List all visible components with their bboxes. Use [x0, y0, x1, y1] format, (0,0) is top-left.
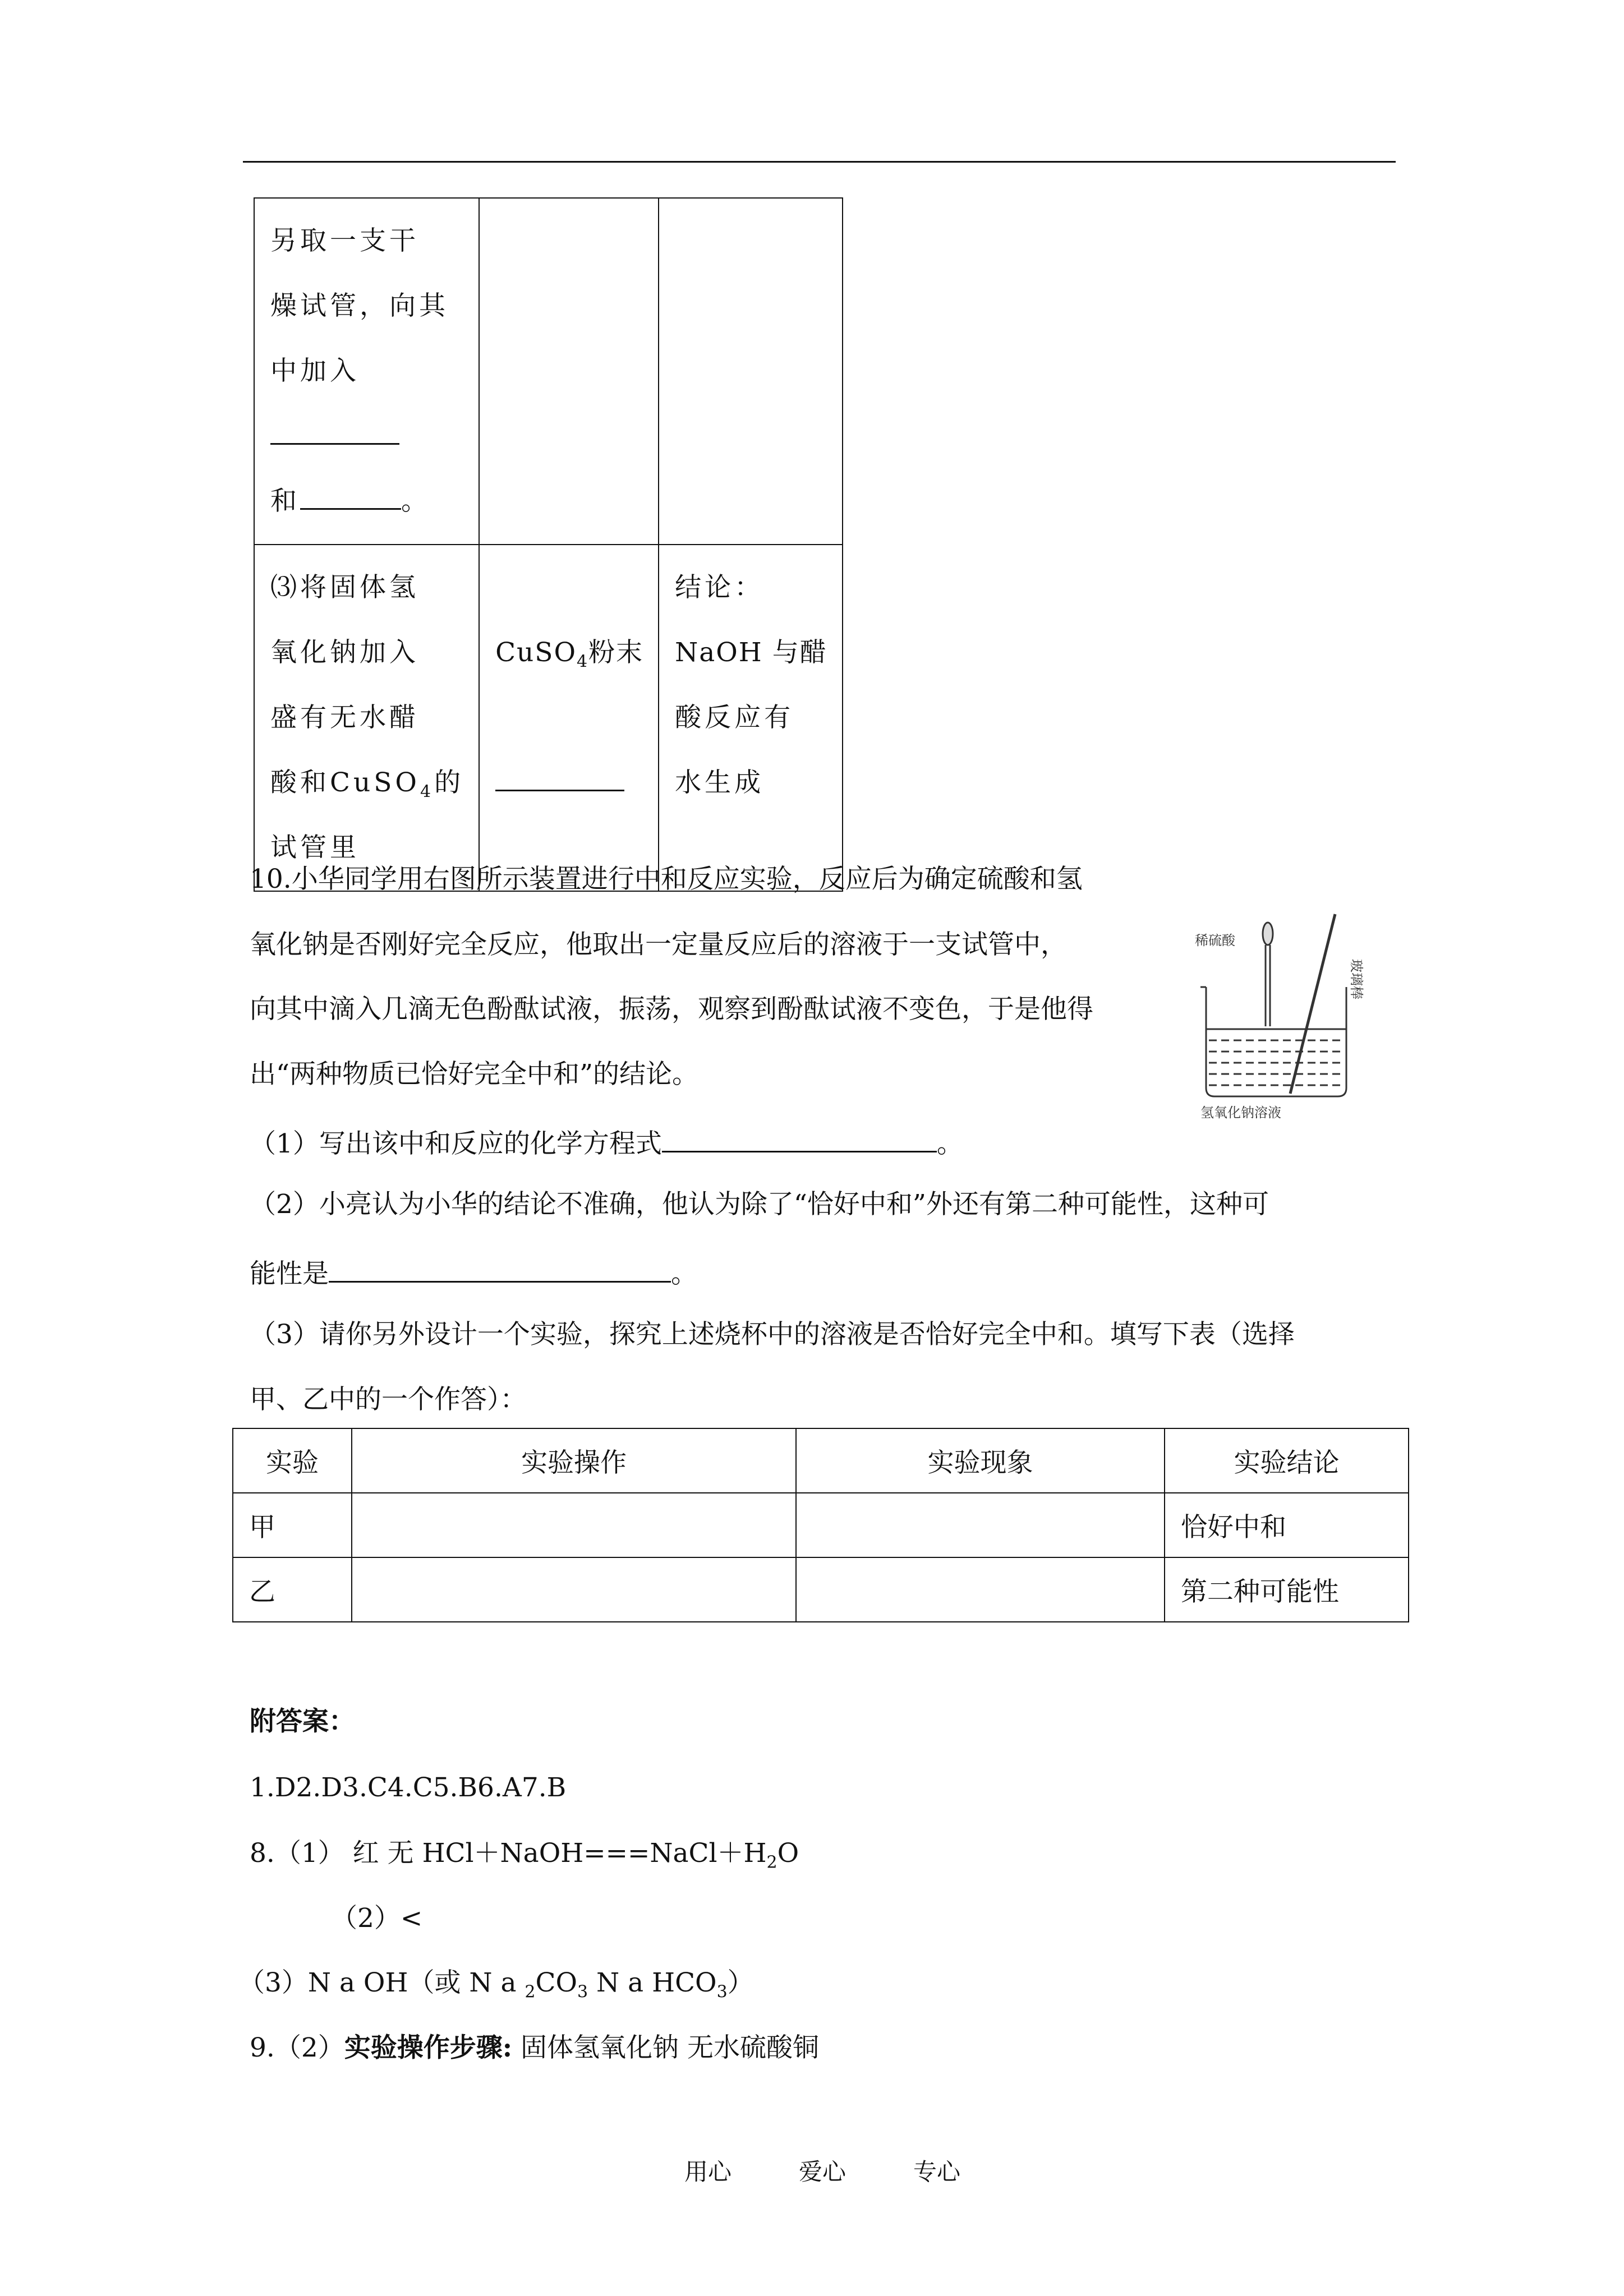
answer-blank[interactable]	[662, 1123, 937, 1152]
q10-sub2-line1: （2）小亮认为小华的结论不准确，他认为除了“恰好中和”外还有第二种可能性，这种可	[250, 1189, 1269, 1220]
q10-sub1: （1）写出该中和反应的化学方程式 。	[250, 1123, 963, 1161]
q10-intro-line4: 出“两种物质已恰好完全中和”的结论。	[250, 1059, 699, 1090]
label-rod: 玻璃棒	[1349, 959, 1364, 999]
answer-line-3: （2）<	[331, 1903, 423, 1934]
table-cell: 甲	[233, 1493, 352, 1557]
table-cell: 第二种可能性	[1165, 1557, 1409, 1622]
table-cell: 结论： NaOH 与醋 酸反应有 水生成	[659, 545, 843, 891]
q10-sub3-line2: 甲、乙中的一个作答）：	[250, 1384, 527, 1415]
answer-line-2: 8.（1） 红 无 $HCl+NaOH===NaCl+H_2O$	[250, 1838, 799, 1873]
table-row	[254, 198, 843, 545]
header-cell: 实验现象	[796, 1428, 1165, 1493]
page-footer: 用心 爱心 专心	[684, 2158, 961, 2186]
q10-intro-line3: 向其中滴入几滴无色酚酞试液，振荡，观察到酚酞试液不变色，于是他得	[250, 994, 1093, 1025]
label-acid: 稀硫酸	[1195, 933, 1235, 948]
q10-intro-line1: 10.小华同学用右图所示装置进行中和反应实验，反应后为确定硫酸和氢	[250, 864, 1083, 895]
beaker-outline	[1206, 987, 1346, 1096]
header-cell: 实验结论	[1165, 1428, 1409, 1493]
answer-line-5: 9.（2）实验操作步骤: 固体氢氧化钠 无水硫酸铜	[250, 2032, 819, 2063]
table-row	[254, 545, 843, 891]
table-cell[interactable]	[352, 1557, 796, 1622]
q10-sub3-line1: （3）请你另外设计一个实验，探究上述烧杯中的溶液是否恰好完全中和。填写下表（选择	[250, 1319, 1295, 1350]
table-cell[interactable]	[352, 1493, 796, 1557]
table-cell: 另取一支干 燥试管，向其 中加入 和 。	[254, 198, 479, 545]
answer-blank[interactable]	[495, 762, 624, 791]
table-cell[interactable]	[796, 1557, 1165, 1622]
glass-rod	[1290, 914, 1335, 1094]
answers-title: 附答案：	[250, 1706, 355, 1737]
dropper-bulb	[1263, 923, 1273, 945]
table-cell	[479, 198, 659, 545]
q10-intro-line2: 氧化钠是否刚好完全反应，他取出一定量反应后的溶液于一支试管中，	[250, 929, 1067, 960]
experiment-table-bottom	[232, 1428, 1409, 1622]
header-cell: 实验	[233, 1428, 352, 1493]
answer-blank[interactable]	[329, 1253, 671, 1283]
answer-blank[interactable]	[270, 409, 399, 445]
answer-line-4: （3）N a OH（或 N a $_2CO_3$ N a $HCO_3$）	[238, 1967, 754, 2002]
label-base: 氢氧化钠溶液	[1200, 1105, 1281, 1121]
header-cell: 实验操作	[352, 1428, 796, 1493]
table-cell[interactable]	[796, 1493, 1165, 1557]
table-row	[233, 1557, 1409, 1622]
table-cell: CuSO$_4$粉末	[479, 545, 659, 891]
answer-line-1: 1.D2.D3.C4.C5.B6.A7.B	[250, 1772, 567, 1803]
table-row	[233, 1493, 1409, 1557]
header-rule	[243, 161, 1396, 163]
experiment-table-top	[254, 197, 843, 892]
q10-sub2-line2: 能性是 。	[250, 1253, 697, 1291]
beaker-apparatus-figure	[1184, 903, 1391, 1122]
table-cell: ⑶将固体氢 氧化钠加入 盛有无水醋 酸和CuSO$_4$的 试管里	[254, 545, 479, 891]
table-cell: 乙	[233, 1557, 352, 1622]
table-cell	[659, 198, 843, 545]
table-header-row	[233, 1428, 1409, 1493]
table-cell: 恰好中和	[1165, 1493, 1409, 1557]
answer-blank[interactable]	[300, 480, 401, 510]
